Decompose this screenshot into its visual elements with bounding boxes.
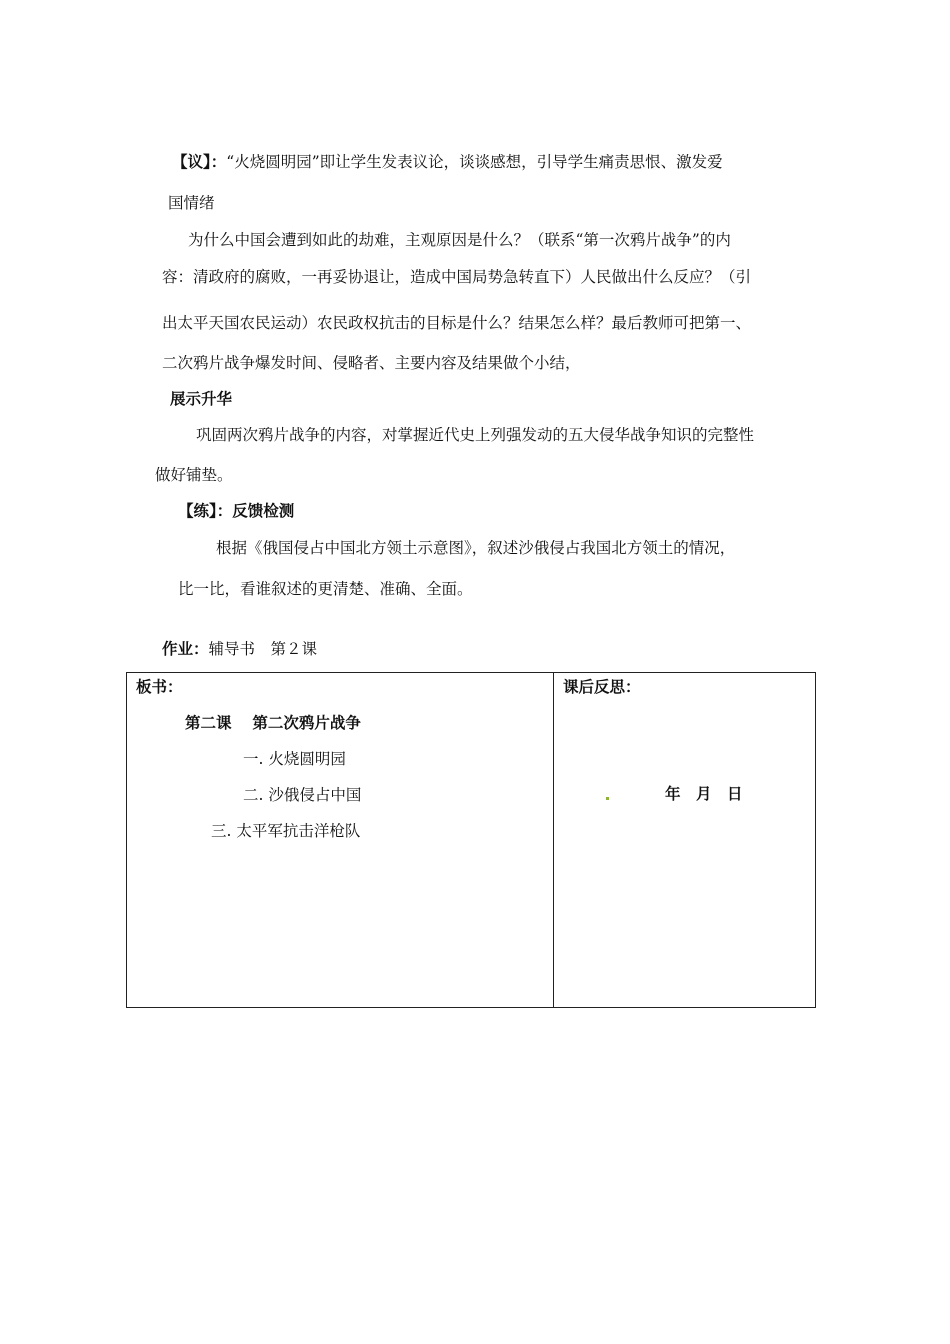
reflection-label: 课后反思： [563,678,641,696]
board-label: 板书： [136,678,183,696]
board-table [126,672,816,1008]
paragraph-line-3: 出太平天国农民运动）农民政权抗击的目标是什么？结果怎么样？最后教师可把第一、 [162,314,752,332]
homework-label: 作业： [162,640,209,658]
board-title: 第二课 第二次鸦片战争 [185,714,361,732]
display-line-1: 巩固两次鸦片战争的内容，对掌握近代史上列强发动的五大侵华战争知识的完整性 [196,426,755,444]
paragraph-line-1: 为什么中国会遭到如此的劫难，主观原因是什么？（联系“第一次鸦片战争”的内 [188,231,731,249]
board-cell [127,673,554,1008]
board-item-1: 一. 火烧圆明园 [243,750,346,768]
discuss-tag: 【议】： [172,153,227,171]
discuss-text: “火烧圆明园”即让学生发表议论，谈谈感想，引导学生痛责思恨、激发爱 [226,153,723,171]
reflection-date: 年 月 日 [665,785,743,803]
practice-line-1: 根据《俄国侵占中国北方领土示意图》，叙述沙俄侵占我国北方领土的情况， [216,539,736,557]
display-heading: 展示升华 [170,390,233,408]
discuss-line-1 [172,152,723,172]
display-line-2: 做好铺垫。 [155,466,233,484]
discuss-line-2: 国情绪 [168,194,215,212]
practice-heading: 【练】：反馈检测 [178,502,295,520]
homework-line [162,639,317,659]
homework-text: 辅导书 第２课 [208,640,318,658]
marker-dot [606,797,609,800]
reflection-cell [554,673,816,1008]
paragraph-line-2: 容：清政府的腐败，一再妥协退让，造成中国局势急转直下）人民做出什么反应？（引 [162,268,752,286]
board-item-2: 二. 沙俄侵占中国 [243,786,362,804]
practice-line-2: 比一比，看谁叙述的更清楚、准确、全面。 [178,580,473,598]
paragraph-line-4: 二次鸦片战争爆发时间、侵略者、主要内容及结果做个小结， [162,354,581,372]
board-item-3: 三. 太平军抗击洋枪队 [211,822,361,840]
